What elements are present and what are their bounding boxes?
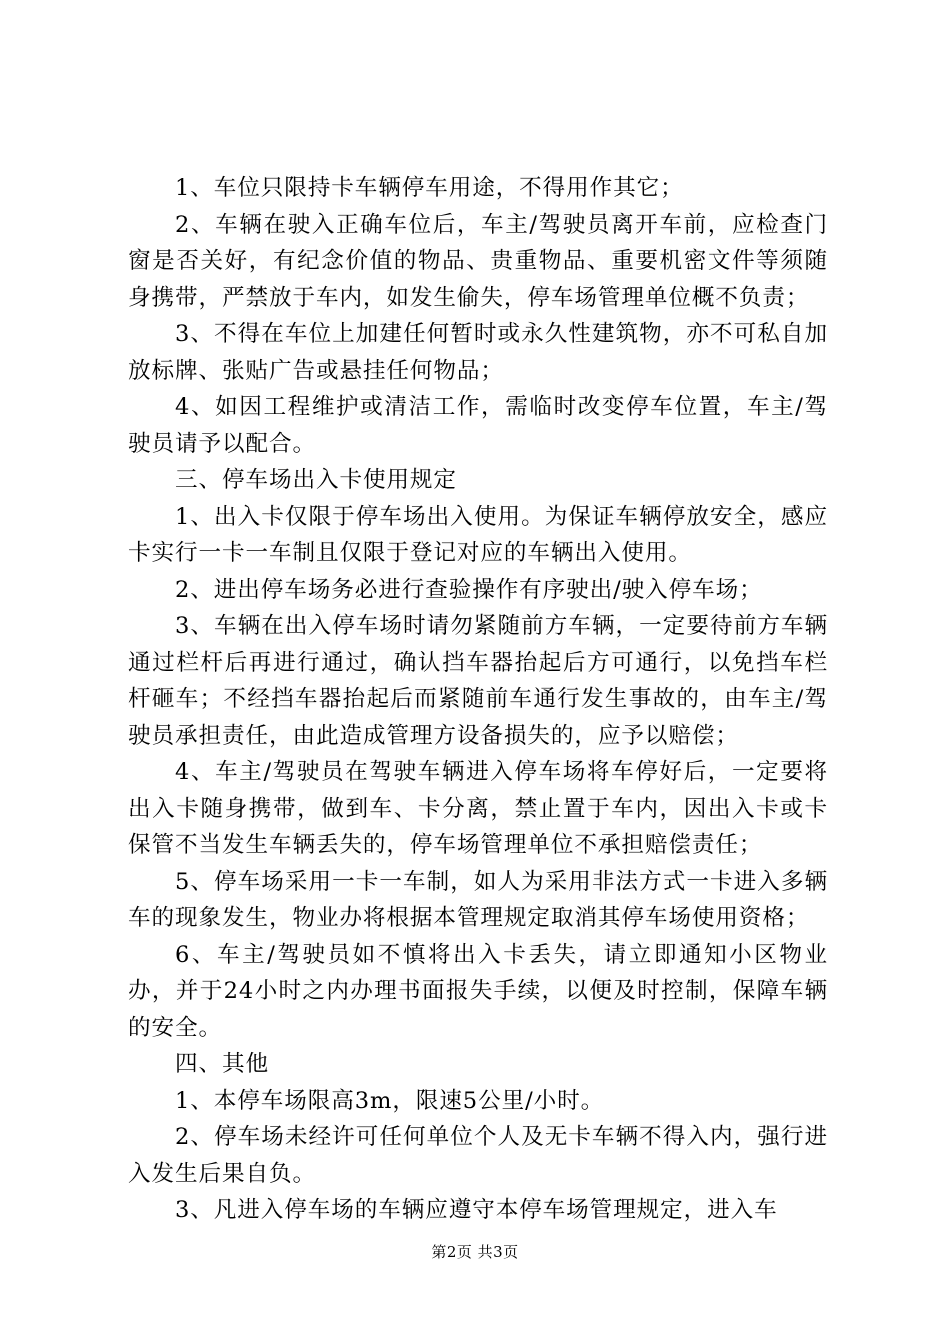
paragraph-card-rule-1: 1、出入卡仅限于停车场出入使用。为保证车辆停放安全，感应卡实行一卡一车制且仅限于登记对应的车辆出入使用。 [128,503,828,566]
paragraph-rule-3: 3、不得在车位上加建任何暂时或永久性建筑物，亦不可私自加放标牌、张贴广告或悬挂任何物品； [128,321,828,384]
paragraph-rule-4: 4、如因工程维护或清洁工作，需临时改变停车位置，车主/驾驶员请予以配合。 [128,394,828,457]
paragraph-other-rule-1: 1、本停车场限高3m，限速5公里/小时。 [175,1087,605,1114]
section-heading-access-card: 三、停车场出入卡使用规定 [175,467,457,493]
paragraph-card-rule-6: 6、车主/驾驶员如不慎将出入卡丢失，请立即通知小区物业办，并于24小时之内办理书面报失手续，以便及时控制，保障车辆的安全。 [128,941,828,1041]
paragraph-card-rule-3: 3、车辆在出入停车场时请勿紧随前方车辆，一定要待前方车辆通过栏杆后再进行通过，确认挡车器抬起后方可通行，以免挡车栏杆砸车；不经挡车器抬起后而紧随前车通行发生事故的，由车主/驾驶员承担责任，由此造成管理方设备损失的，应予以赔偿； [128,613,828,749]
paragraph-rule-1: 1、车位只限持卡车辆停车用途，不得用作其它； [175,175,684,201]
page-number-footer: 第2页 共3页 [431,1243,519,1261]
paragraph-other-rule-2: 2、停车场未经许可任何单位个人及无卡车辆不得入内，强行进入发生后果自负。 [128,1124,828,1187]
paragraph-card-rule-5: 5、停车场采用一卡一车制，如人为采用非法方式一卡进入多辆车的现象发生，物业办将根据本管理规定取消其停车场使用资格； [128,868,828,931]
paragraph-card-rule-4: 4、车主/驾驶员在驾驶车辆进入停车场将车停好后，一定要将出入卡随身携带，做到车、卡分离，禁止置于车内，因出入卡或卡保管不当发生车辆丢失的，停车场管理单位不承担赔偿责任； [128,759,828,858]
paragraph-rule-2: 2、车辆在驶入正确车位后，车主/驾驶员离开车前，应检查门窗是否关好，有纪念价值的物品、贵重物品、重要机密文件等须随身携带，严禁放于车内，如发生偷失，停车场管理单位概不负责； [128,211,828,311]
paragraph-card-rule-2: 2、进出停车场务必进行查验操作有序驶出/驶入停车场； [175,576,763,603]
section-heading-other: 四、其他 [175,1051,269,1077]
paragraph-other-rule-3: 3、凡进入停车场的车辆应遵守本停车场管理规定，进入车 [175,1197,778,1223]
document-body [128,170,828,1229]
